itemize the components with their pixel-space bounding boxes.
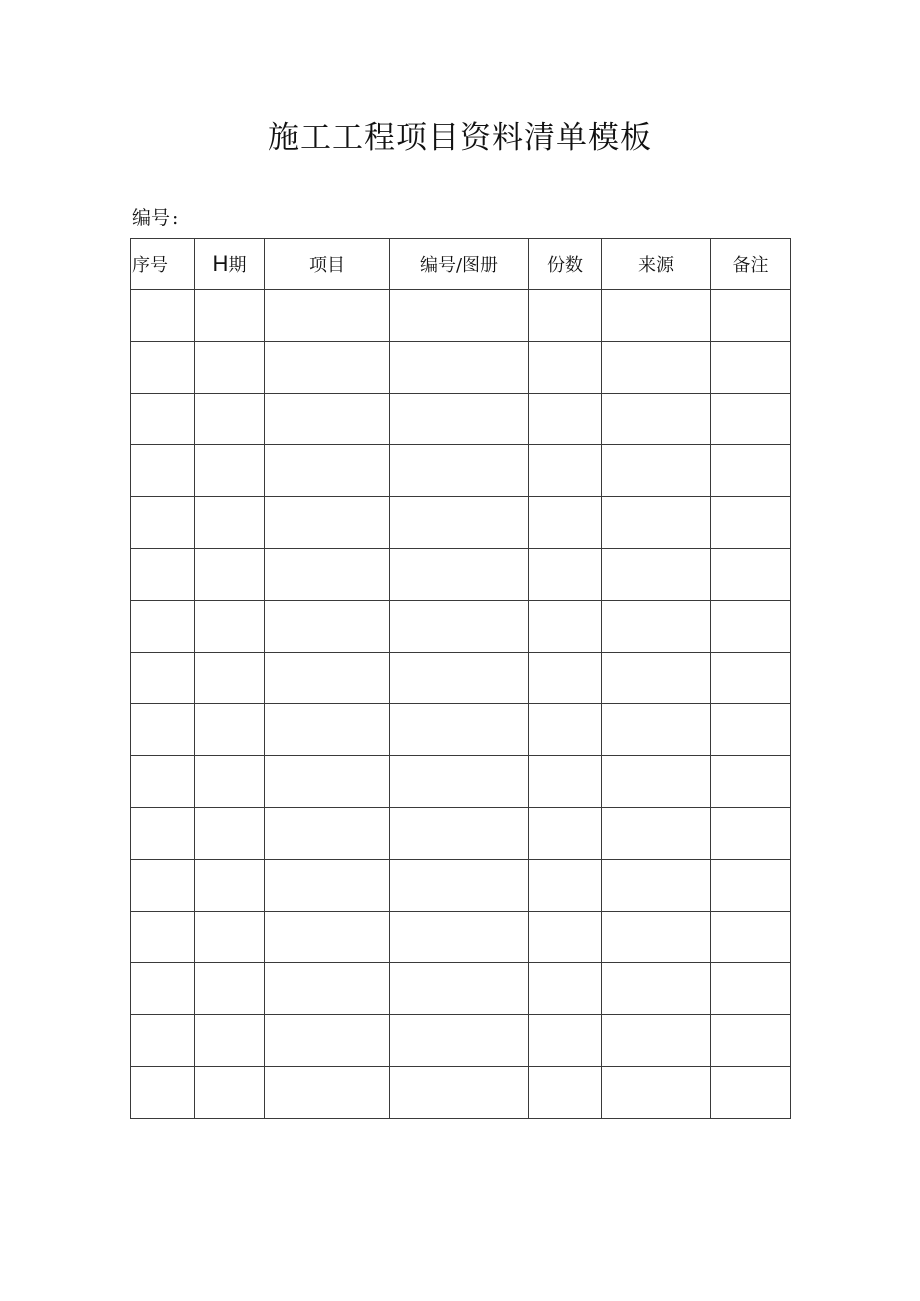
table-cell[interactable] bbox=[131, 652, 195, 704]
table-cell[interactable] bbox=[390, 704, 529, 756]
header-seq: 序号 bbox=[131, 239, 195, 290]
table-cell[interactable] bbox=[602, 393, 711, 445]
table-cell[interactable] bbox=[390, 859, 529, 911]
table-cell[interactable] bbox=[390, 756, 529, 808]
table-cell[interactable] bbox=[131, 393, 195, 445]
table-cell[interactable] bbox=[390, 497, 529, 549]
table-cell[interactable] bbox=[265, 911, 390, 963]
table-cell[interactable] bbox=[711, 600, 791, 652]
table-cell[interactable] bbox=[195, 911, 265, 963]
table-body bbox=[131, 290, 791, 1119]
table-cell[interactable] bbox=[602, 704, 711, 756]
table-cell[interactable] bbox=[711, 290, 791, 342]
table-row bbox=[131, 341, 791, 393]
table-cell[interactable] bbox=[602, 859, 711, 911]
table-cell[interactable] bbox=[265, 393, 390, 445]
table-cell[interactable] bbox=[265, 652, 390, 704]
table-cell[interactable] bbox=[195, 652, 265, 704]
table-cell[interactable] bbox=[529, 1066, 602, 1118]
table-cell[interactable] bbox=[195, 290, 265, 342]
table-row bbox=[131, 652, 791, 704]
table-cell[interactable] bbox=[265, 548, 390, 600]
table-cell[interactable] bbox=[529, 393, 602, 445]
document-title: 施工工程项目资料清单模板 bbox=[268, 120, 652, 156]
table-row bbox=[131, 756, 791, 808]
table-cell[interactable] bbox=[529, 445, 602, 497]
table-cell[interactable] bbox=[529, 652, 602, 704]
table-cell[interactable] bbox=[265, 963, 390, 1015]
table-cell[interactable] bbox=[390, 393, 529, 445]
table-cell[interactable] bbox=[390, 600, 529, 652]
table-cell[interactable] bbox=[529, 756, 602, 808]
table-cell[interactable] bbox=[195, 1015, 265, 1067]
table-cell[interactable] bbox=[131, 600, 195, 652]
table-cell[interactable] bbox=[602, 807, 711, 859]
table-cell[interactable] bbox=[265, 600, 390, 652]
table-row bbox=[131, 290, 791, 342]
table-cell[interactable] bbox=[390, 807, 529, 859]
table-cell[interactable] bbox=[602, 1066, 711, 1118]
table-cell[interactable] bbox=[265, 859, 390, 911]
table-cell[interactable] bbox=[390, 963, 529, 1015]
table-cell[interactable] bbox=[131, 445, 195, 497]
table-cell[interactable] bbox=[602, 1015, 711, 1067]
table-cell[interactable] bbox=[195, 756, 265, 808]
table-row bbox=[131, 1066, 791, 1118]
table-cell[interactable] bbox=[265, 807, 390, 859]
table-cell[interactable] bbox=[602, 652, 711, 704]
table-cell[interactable] bbox=[602, 548, 711, 600]
table-cell[interactable] bbox=[711, 756, 791, 808]
number-label-text: 编号 bbox=[132, 207, 171, 229]
number-label-colon: : bbox=[172, 207, 179, 229]
table-cell[interactable] bbox=[602, 911, 711, 963]
table-cell[interactable] bbox=[195, 393, 265, 445]
table-cell[interactable] bbox=[390, 341, 529, 393]
table-cell[interactable] bbox=[711, 445, 791, 497]
table-row bbox=[131, 445, 791, 497]
table-cell[interactable] bbox=[602, 497, 711, 549]
table-cell[interactable] bbox=[711, 497, 791, 549]
header-item: 项目 bbox=[265, 239, 390, 290]
table-cell[interactable] bbox=[711, 859, 791, 911]
header-date-prefix: H bbox=[212, 251, 229, 276]
table-cell[interactable] bbox=[529, 600, 602, 652]
table-cell[interactable] bbox=[390, 652, 529, 704]
table-cell[interactable] bbox=[131, 911, 195, 963]
table-row bbox=[131, 497, 791, 549]
table-cell[interactable] bbox=[602, 600, 711, 652]
table-cell[interactable] bbox=[390, 445, 529, 497]
header-date-suffix: 期 bbox=[228, 255, 247, 276]
table-row bbox=[131, 393, 791, 445]
table-cell[interactable] bbox=[602, 341, 711, 393]
table-row bbox=[131, 548, 791, 600]
table-cell[interactable] bbox=[529, 548, 602, 600]
table-row bbox=[131, 704, 791, 756]
table-cell[interactable] bbox=[195, 963, 265, 1015]
table-cell[interactable] bbox=[265, 341, 390, 393]
table-row bbox=[131, 807, 791, 859]
table-cell[interactable] bbox=[195, 341, 265, 393]
table-cell[interactable] bbox=[711, 393, 791, 445]
table-cell[interactable] bbox=[529, 1015, 602, 1067]
table-cell[interactable] bbox=[265, 497, 390, 549]
table-cell[interactable] bbox=[390, 911, 529, 963]
table-cell[interactable] bbox=[195, 859, 265, 911]
table-cell[interactable] bbox=[131, 859, 195, 911]
table-cell[interactable] bbox=[195, 704, 265, 756]
table-cell[interactable] bbox=[131, 341, 195, 393]
header-source: 来源 bbox=[602, 239, 711, 290]
table-cell[interactable] bbox=[131, 548, 195, 600]
table-cell[interactable] bbox=[711, 652, 791, 704]
table-cell[interactable] bbox=[529, 911, 602, 963]
table-cell[interactable] bbox=[195, 1066, 265, 1118]
table-cell[interactable] bbox=[602, 963, 711, 1015]
table-cell[interactable] bbox=[711, 1066, 791, 1118]
table-row bbox=[131, 963, 791, 1015]
table-header-row bbox=[131, 239, 791, 290]
table-cell[interactable] bbox=[602, 290, 711, 342]
material-list-table bbox=[130, 238, 791, 1119]
table-cell[interactable] bbox=[195, 445, 265, 497]
table-cell[interactable] bbox=[131, 1015, 195, 1067]
table-cell[interactable] bbox=[195, 807, 265, 859]
header-code: 编号/图册 bbox=[390, 239, 529, 290]
table-cell[interactable] bbox=[529, 963, 602, 1015]
table-cell[interactable] bbox=[131, 756, 195, 808]
header-date bbox=[195, 239, 265, 290]
table-cell[interactable] bbox=[131, 704, 195, 756]
header-copies: 份数 bbox=[529, 239, 602, 290]
header-remarks: 备注 bbox=[711, 239, 791, 290]
table-cell[interactable] bbox=[195, 600, 265, 652]
table-cell[interactable] bbox=[711, 1015, 791, 1067]
table-cell[interactable] bbox=[711, 341, 791, 393]
table-cell[interactable] bbox=[265, 290, 390, 342]
table-cell[interactable] bbox=[529, 497, 602, 549]
table-cell[interactable] bbox=[265, 704, 390, 756]
table-cell[interactable] bbox=[390, 1066, 529, 1118]
table-cell[interactable] bbox=[131, 807, 195, 859]
table-cell[interactable] bbox=[131, 290, 195, 342]
table-cell[interactable] bbox=[529, 807, 602, 859]
table-cell[interactable] bbox=[529, 859, 602, 911]
table-cell[interactable] bbox=[529, 341, 602, 393]
table-cell[interactable] bbox=[711, 963, 791, 1015]
table-row bbox=[131, 600, 791, 652]
table-row bbox=[131, 859, 791, 911]
table-cell[interactable] bbox=[711, 704, 791, 756]
table-cell[interactable] bbox=[711, 548, 791, 600]
table-cell[interactable] bbox=[265, 756, 390, 808]
table-cell[interactable] bbox=[131, 1066, 195, 1118]
table-cell[interactable] bbox=[265, 1015, 390, 1067]
table-cell[interactable] bbox=[131, 963, 195, 1015]
table-cell[interactable] bbox=[711, 807, 791, 859]
table-cell[interactable] bbox=[390, 290, 529, 342]
table-cell[interactable] bbox=[602, 445, 711, 497]
table-row bbox=[131, 1015, 791, 1067]
table-cell[interactable] bbox=[195, 497, 265, 549]
table-cell[interactable] bbox=[131, 497, 195, 549]
table-cell[interactable] bbox=[390, 1015, 529, 1067]
table-cell[interactable] bbox=[265, 1066, 390, 1118]
table-cell[interactable] bbox=[195, 548, 265, 600]
document-number-label bbox=[132, 203, 178, 230]
table-cell[interactable] bbox=[265, 445, 390, 497]
table-cell[interactable] bbox=[529, 290, 602, 342]
table-cell[interactable] bbox=[529, 704, 602, 756]
table-cell[interactable] bbox=[711, 911, 791, 963]
table-row bbox=[131, 911, 791, 963]
table-cell[interactable] bbox=[602, 756, 711, 808]
table-cell[interactable] bbox=[390, 548, 529, 600]
